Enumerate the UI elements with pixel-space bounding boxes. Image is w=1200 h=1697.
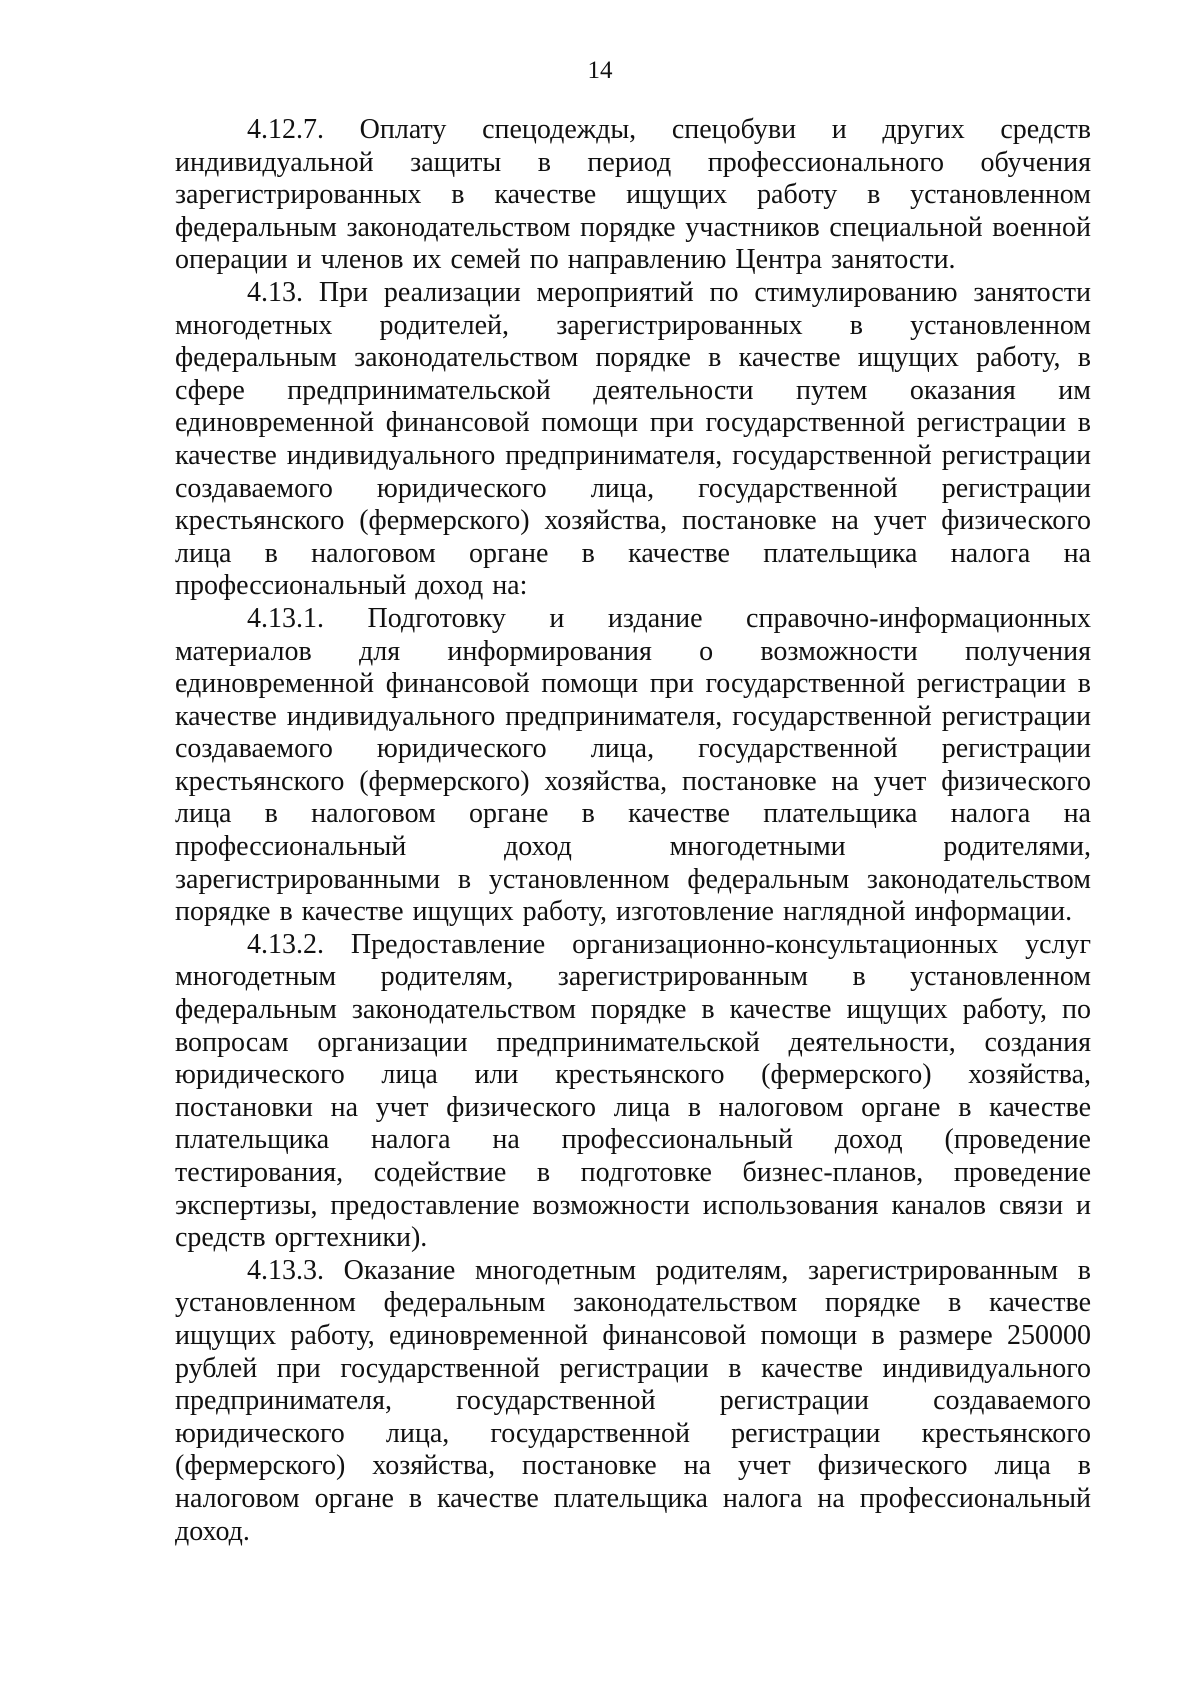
paragraph-4-13: 4.13. При реализации мероприятий по стимулированию занятости многодетных родителей, зарегистрированных в установленном федеральным законодательством порядке в качестве ищущих работу, в сфере предпринимательской деятельности путем оказания им единовременной финансовой помощи при государственной регистрации в качестве индивидуального предпринимателя, государственной регистрации создаваемого юридического лица, государственной регистрации крестьянского (фермерского) хозяйства, постановке на учет физического лица в налоговом органе в качестве плательщика налога на профессиональный доход на: bbox=[175, 276, 1091, 602]
paragraph-4-13-2: 4.13.2. Предоставление организационно-консультационных услуг многодетным родителям, зарегистрированным в установленном федеральным законодательством порядке в качестве ищущих работу, по вопросам организации предпринимательской деятельности, создания юридического лица или крестьянского (фермерского) хозяйства, постановки на учет физического лица в налоговом органе в качестве плательщика налога на профессиональный доход (проведение тестирования, содействие в подготовке бизнес-планов, проведение экспертизы, предоставление возможности использования каналов связи и средств оргтехники). bbox=[175, 928, 1091, 1254]
paragraph-4-13-3: 4.13.3. Оказание многодетным родителям, зарегистрированным в установленном федеральным законодательством порядке в качестве ищущих работу, единовременной финансовой помощи в размере 250000 рублей при государственной регистрации в качестве индивидуального предпринимателя, государственной регистрации создаваемого юридического лица, государственной регистрации крестьянского (фермерского) хозяйства, постановке на учет физического лица в налоговом органе в качестве плательщика налога на профессиональный доход. bbox=[175, 1254, 1091, 1547]
page-number: 14 bbox=[587, 57, 613, 84]
document-body bbox=[175, 114, 1091, 1548]
paragraph-4-12-7: 4.12.7. Оплату спецодежды, спецобуви и других средств индивидуальной защиты в период профессионального обучения зарегистрированных в качестве ищущих работу в установленном федеральным законодательством порядке участников специальной военной операции и членов их семей по направлению Центра занятости. bbox=[175, 114, 1091, 276]
paragraph-4-13-1: 4.13.1. Подготовку и издание справочно-информационных материалов для информирования о возможности получения единовременной финансовой помощи при государственной регистрации в качестве индивидуального предпринимателя, государственной регистрации создаваемого юридического лица, государственной регистрации крестьянского (фермерского) хозяйства, постановке на учет физического лица в налоговом органе в качестве плательщика налога на профессиональный доход многодетными родителями, зарегистрированными в установленном федеральным законодательством порядке в качестве ищущих работу, изготовление наглядной информации. bbox=[175, 602, 1091, 928]
